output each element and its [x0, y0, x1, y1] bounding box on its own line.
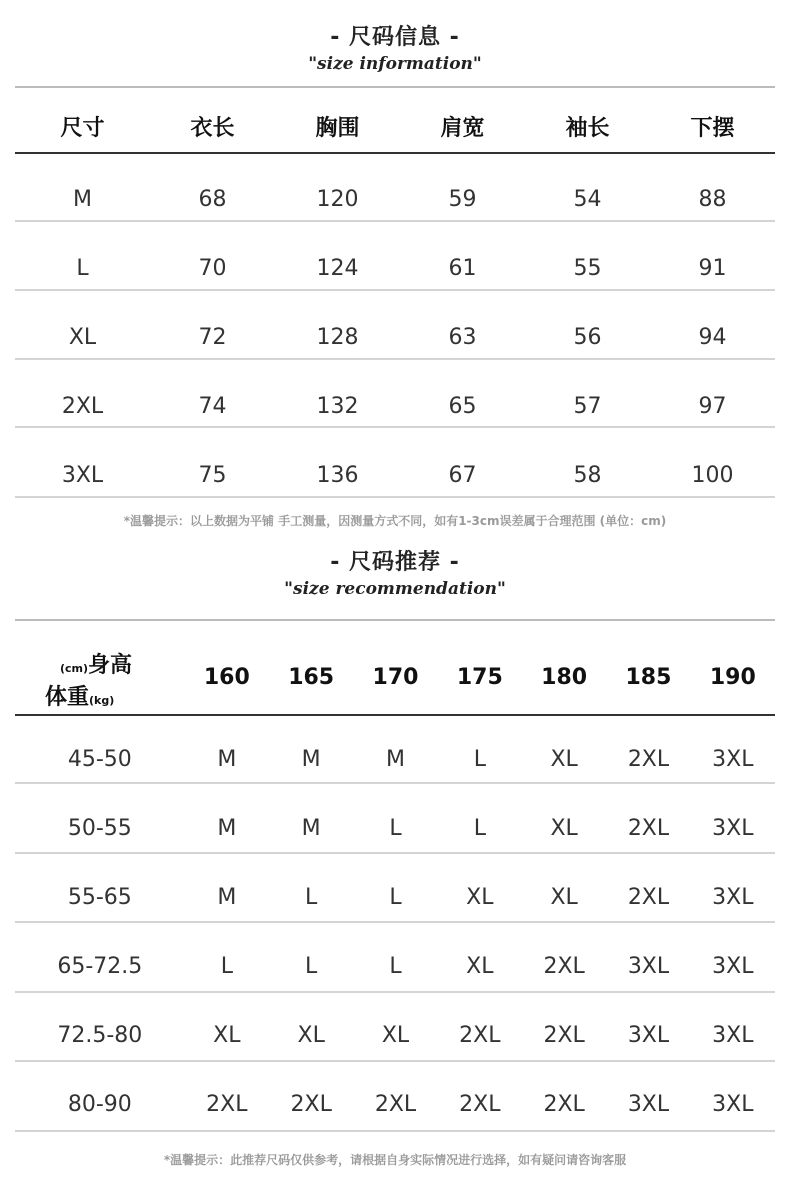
table-cell: L — [305, 954, 318, 979]
table-row — [15, 442, 775, 509]
height-cell: 170 — [372, 664, 419, 690]
divider — [15, 714, 775, 716]
divider — [15, 496, 775, 498]
table-cell: XL — [68, 325, 97, 350]
measurement-note: *温馨提示：以上数据为平铺 手工测量，因测量方式不同，如有1-3cm误差属于合理范围 (单位：cm) — [123, 514, 667, 528]
weight-cell: 55-65 — [67, 885, 132, 910]
header-cell: 胸围 — [315, 115, 360, 141]
table-cell: 55 — [573, 256, 602, 281]
divider — [15, 152, 775, 154]
divider — [15, 852, 775, 854]
weight-unit: (kg) — [89, 694, 115, 707]
weight-cell: 72.5-80 — [57, 1023, 143, 1048]
divider — [15, 426, 775, 428]
weight-cell: 45-50 — [67, 747, 132, 772]
table-cell: 2XL — [459, 1023, 501, 1048]
table-cell: XL — [550, 816, 578, 841]
table-cell: L — [389, 954, 402, 979]
table-cell: 120 — [316, 187, 359, 212]
table-cell: L — [305, 885, 318, 910]
table-cell: XL — [297, 1023, 325, 1048]
table-cell: 3XL — [712, 747, 754, 772]
table-row — [15, 304, 775, 371]
height-cell: 175 — [456, 664, 503, 690]
table-cell: 68 — [198, 187, 227, 212]
table-cell: 136 — [316, 463, 359, 488]
table-cell: XL — [550, 885, 578, 910]
size-table-header — [15, 100, 775, 152]
divider — [15, 358, 775, 360]
table-cell: 74 — [198, 394, 227, 419]
table-cell: XL — [466, 885, 494, 910]
divider — [15, 782, 775, 784]
weight-cell: 80-90 — [67, 1092, 132, 1117]
weight-cell: 50-55 — [67, 816, 132, 841]
table-cell: M — [301, 747, 321, 772]
table-cell: 54 — [573, 187, 602, 212]
height-text: 身高 — [88, 653, 133, 678]
table-cell: 75 — [198, 463, 227, 488]
size-info-subtitle: "size information" — [308, 54, 482, 74]
table-cell: 88 — [698, 187, 727, 212]
table-cell: 72 — [198, 325, 227, 350]
table-cell: 63 — [448, 325, 477, 350]
table-cell: 91 — [698, 256, 727, 281]
table-cell: 59 — [448, 187, 477, 212]
table-cell: 132 — [316, 394, 359, 419]
table-cell: 2XL — [627, 747, 670, 772]
table-row — [15, 373, 775, 440]
corner-header — [15, 640, 185, 714]
table-cell: M — [73, 187, 92, 212]
table-cell: 56 — [573, 325, 602, 350]
table-cell: 57 — [573, 394, 602, 419]
table-cell: XL — [213, 1023, 241, 1048]
size-rec-subtitle: "size recommendation" — [284, 579, 506, 599]
table-cell: M — [386, 747, 405, 772]
header-cell: 肩宽 — [440, 115, 485, 141]
header-cell: 衣长 — [190, 115, 235, 141]
table-cell: 2XL — [374, 1092, 417, 1117]
divider — [15, 220, 775, 222]
table-cell: XL — [381, 1023, 410, 1048]
table-cell: M — [217, 885, 237, 910]
header-cell: 尺寸 — [60, 115, 105, 141]
table-cell: L — [220, 954, 233, 979]
weight-label — [45, 680, 114, 711]
table-cell: 61 — [448, 256, 477, 281]
table-cell: L — [473, 816, 486, 841]
table-cell: 70 — [198, 256, 227, 281]
table-cell: 3XL — [627, 1023, 670, 1048]
table-cell: M — [217, 747, 237, 772]
divider — [15, 921, 775, 923]
table-cell: L — [473, 747, 486, 772]
table-row — [15, 235, 775, 302]
table-cell: L — [76, 256, 89, 281]
table-row — [15, 1071, 775, 1138]
table-cell: 58 — [573, 463, 602, 488]
height-unit: (cm) — [60, 662, 89, 675]
table-row — [15, 166, 775, 233]
table-cell: 2XL — [627, 816, 670, 841]
table-cell: 3XL — [712, 1023, 754, 1048]
table-cell: 3XL — [712, 816, 754, 841]
table-cell: 3XL — [61, 463, 104, 488]
table-cell: 2XL — [543, 1092, 585, 1117]
height-cell: 185 — [625, 664, 672, 690]
table-cell: 2XL — [543, 954, 585, 979]
table-cell: 97 — [698, 394, 727, 419]
table-cell: 2XL — [543, 1023, 585, 1048]
table-cell: M — [217, 816, 237, 841]
divider — [15, 289, 775, 291]
weight-cell: 65-72.5 — [57, 954, 143, 979]
table-cell: 3XL — [627, 954, 670, 979]
divider — [15, 991, 775, 993]
table-cell: XL — [466, 954, 494, 979]
table-cell: 128 — [316, 325, 359, 350]
divider — [15, 619, 775, 621]
table-cell: 3XL — [712, 1092, 754, 1117]
table-cell: 3XL — [712, 885, 754, 910]
table-cell: XL — [550, 747, 578, 772]
table-row — [15, 1002, 775, 1069]
header-cell: 袖长 — [565, 115, 610, 141]
table-cell: 124 — [316, 256, 359, 281]
table-cell: 2XL — [61, 394, 104, 419]
table-cell: L — [389, 885, 402, 910]
table-cell: 2XL — [627, 885, 670, 910]
height-cell: 160 — [203, 664, 250, 690]
height-cell: 180 — [541, 664, 588, 690]
table-cell: 2XL — [459, 1092, 501, 1117]
table-cell: 3XL — [712, 954, 754, 979]
header-cell: 下摆 — [690, 115, 735, 141]
weight-text: 体重 — [45, 685, 90, 710]
recommendation-note: *温馨提示：此推荐尺码仅供参考，请根据自身实际情况进行选择，如有疑问请咨询客服 — [163, 1153, 627, 1167]
table-cell: L — [389, 816, 402, 841]
table-cell: 67 — [448, 463, 477, 488]
rec-table-header — [15, 640, 775, 714]
table-cell: 100 — [691, 463, 734, 488]
table-cell: 3XL — [627, 1092, 670, 1117]
size-rec-title: - 尺码推荐 - — [330, 550, 460, 575]
divider — [15, 86, 775, 88]
size-info-title: - 尺码信息 - — [330, 25, 460, 50]
height-label — [60, 648, 132, 679]
divider — [15, 1130, 775, 1132]
table-cell: 65 — [448, 394, 477, 419]
table-row — [15, 933, 775, 1000]
table-cell: 94 — [698, 325, 727, 350]
height-cell: 165 — [288, 664, 335, 690]
divider — [15, 1060, 775, 1062]
table-cell: 2XL — [206, 1092, 248, 1117]
table-cell: M — [301, 816, 321, 841]
table-cell: 2XL — [290, 1092, 332, 1117]
height-cell: 190 — [709, 664, 756, 690]
